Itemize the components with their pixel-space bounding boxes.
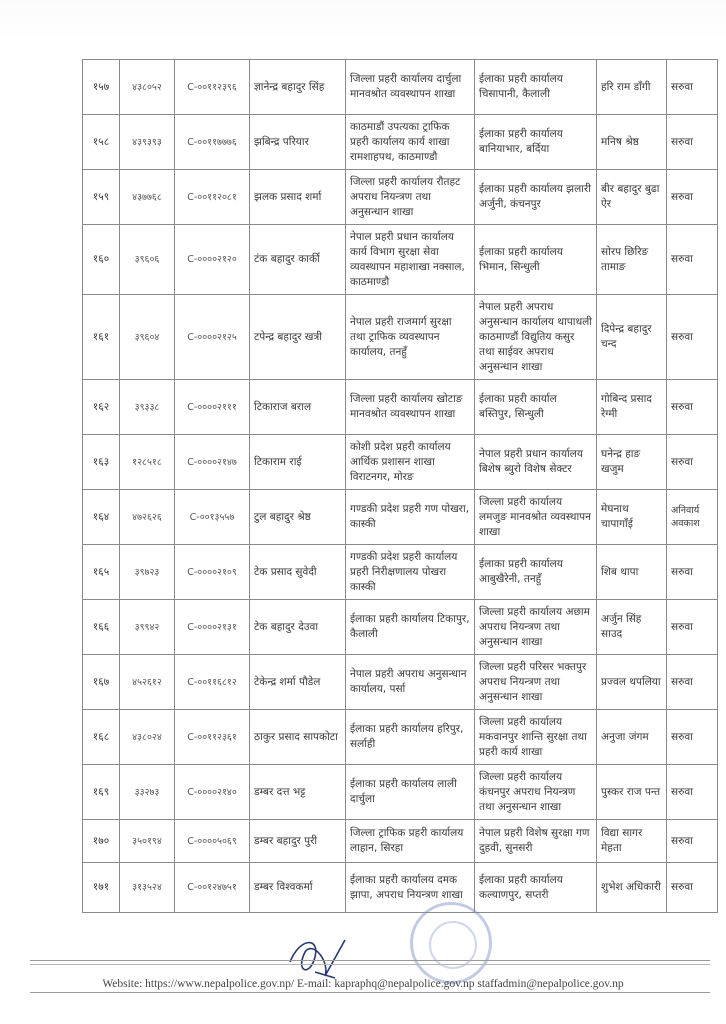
new-office-cell: जिल्ला प्रहरी कार्यालय अछाम अपराध नियन्त्रण तथा अनुसन्धान शाखा — [475, 600, 597, 655]
current-office-cell: जिल्ला प्रहरी कार्यालय रौतहट अपराध नियन्त्रण तथा अनुसन्धान शाखा — [346, 170, 475, 225]
replacement-name-cell: मनिष श्रेष्ठ — [597, 115, 667, 170]
serial-number-cell: १७१ — [83, 863, 120, 913]
new-office-cell: जिल्ला प्रहरी कार्यालय कंचनपुर अपराध नियन्त्रण तथा अनुसन्धान शाखा — [475, 765, 597, 820]
employee-name-cell: टिकाराज बराल — [250, 380, 346, 435]
current-office-cell: ईलाका प्रहरी कार्यालय हरिपुर, सर्लाही — [346, 710, 475, 765]
table-row — [83, 115, 718, 170]
new-office-cell: ईलाका प्रहरी कार्यालय चिसापानी, कैलाली — [475, 60, 597, 115]
table-row — [83, 170, 718, 225]
table-row — [83, 435, 718, 490]
employee-id-cell: १२८५१८ — [120, 435, 175, 490]
status-cell: सरुवा — [667, 115, 718, 170]
replacement-name-cell: प्रज्वल थपलिया — [597, 655, 667, 710]
replacement-name-cell: घनेन्द्र हाङ खजुम — [597, 435, 667, 490]
replacement-name-cell: सोरप छिरिङ तामाङ — [597, 225, 667, 295]
replacement-name-cell: शिब थापा — [597, 545, 667, 600]
current-office-cell: जिल्ला प्रहरी कार्यालय खोटाङ मानवश्रोत व्यवस्थापन शाखा — [346, 380, 475, 435]
serial-number-cell: १६२ — [83, 380, 120, 435]
new-office-cell: नेपाल प्रहरी प्रधान कार्यालय बिशेष ब्युरो विशेष सेक्टर — [475, 435, 597, 490]
employee-name-cell: डम्बर विश्वकर्मा — [250, 863, 346, 913]
current-office-cell: काठमाडौं उपत्यका ट्राफिक प्रहरी कार्यालय कार्य शाखा रामशाहपथ, काठमाण्डौ — [346, 115, 475, 170]
code-number-cell: C-००००२१४० — [175, 765, 250, 820]
employee-id-cell: ३९७२३ — [120, 545, 175, 600]
code-number-cell: C-००००२१२५ — [175, 295, 250, 380]
employee-id-cell: ३१३५२४ — [120, 863, 175, 913]
current-office-cell: गण्डकी प्रदेश प्रहरी गण पोखरा, कास्की — [346, 490, 475, 545]
code-number-cell: C-००११२३९६ — [175, 60, 250, 115]
roster-body — [83, 60, 718, 913]
employee-name-cell: टिकाराम राई — [250, 435, 346, 490]
status-cell: सरुवा — [667, 545, 718, 600]
employee-name-cell: डम्बर दत्त भट्ट — [250, 765, 346, 820]
replacement-name-cell: बीर बहादुर बुढा ऐर — [597, 170, 667, 225]
new-office-cell: ईलाका प्रहरी कार्यालय आबुखैरेनी, तनहुँ — [475, 545, 597, 600]
employee-name-cell: टुल बहादुर श्रेष्ठ — [250, 490, 346, 545]
current-office-cell: जिल्ला प्रहरी कार्यालय दार्चुला मानवश्रोत व्यवस्थापन शाखा — [346, 60, 475, 115]
status-cell: सरुवा — [667, 435, 718, 490]
code-number-cell: C-००११६८१२ — [175, 655, 250, 710]
serial-number-cell: १५९ — [83, 170, 120, 225]
replacement-name-cell: पुस्कर राज पन्त — [597, 765, 667, 820]
new-office-cell: जिल्ला प्रहरी कार्यालय लमजुङ मानवश्रोत व्यवस्थापन शाखा — [475, 490, 597, 545]
serial-number-cell: १६८ — [83, 710, 120, 765]
status-cell: अनिवार्य अवकाश — [667, 490, 718, 545]
employee-id-cell: ३९६०६ — [120, 225, 175, 295]
serial-number-cell: १६३ — [83, 435, 120, 490]
table-row — [83, 820, 718, 863]
serial-number-cell: १५८ — [83, 115, 120, 170]
employee-id-cell: ४३८०२४ — [120, 710, 175, 765]
transfer-roster-table — [82, 59, 718, 913]
employee-name-cell: टंक बहादुर कार्की — [250, 225, 346, 295]
serial-number-cell: १६४ — [83, 490, 120, 545]
serial-number-cell: १७० — [83, 820, 120, 863]
employee-name-cell: डम्बर बहादुर पुरी — [250, 820, 346, 863]
serial-number-cell: १६६ — [83, 600, 120, 655]
new-office-cell: ईलाका प्रहरी कार्यालय भिमान, सिन्धुली — [475, 225, 597, 295]
code-number-cell: C-००००२१४७ — [175, 435, 250, 490]
current-office-cell: नेपाल प्रहरी अपराध अनुसन्धान कार्यालय, पर्सा — [346, 655, 475, 710]
new-office-cell: जिल्ला प्रहरी परिसर भक्तपुर अपराध नियन्त्रण तथा अनुसन्धान शाखा — [475, 655, 597, 710]
employee-name-cell: झबिन्द्र परियार — [250, 115, 346, 170]
employee-id-cell: ३३२७३ — [120, 765, 175, 820]
code-number-cell: C-००००२१३१ — [175, 600, 250, 655]
table-row — [83, 655, 718, 710]
code-number-cell: C-००००५०६९ — [175, 820, 250, 863]
signature-icon — [285, 932, 355, 982]
footer-contact: Website: https://www.nepalpolice.gov.np/ E-mail: kapraphq@nepalpolice.gov.np staffadmin@nepalpolice.gov.np — [102, 978, 624, 990]
new-office-cell: ईलाका प्रहरी कार्यालय बानियाभार, बर्दिया — [475, 115, 597, 170]
current-office-cell: कोशी प्रदेश प्रहरी कार्यालय आर्थिक प्रशासन शाखा विराटनगर, मोरङ — [346, 435, 475, 490]
employee-id-cell: ४३७७६८ — [120, 170, 175, 225]
serial-number-cell: १६० — [83, 225, 120, 295]
employee-id-cell: ४३८०५२ — [120, 60, 175, 115]
status-cell: सरुवा — [667, 295, 718, 380]
employee-id-cell: ३९९४२ — [120, 600, 175, 655]
status-cell: सरुवा — [667, 170, 718, 225]
serial-number-cell: १६१ — [83, 295, 120, 380]
table-row — [83, 295, 718, 380]
code-number-cell: C-००११२३६१ — [175, 710, 250, 765]
status-cell: सरुवा — [667, 863, 718, 913]
status-cell: सरुवा — [667, 820, 718, 863]
employee-name-cell: टेक बहादुर देउवा — [250, 600, 346, 655]
status-cell: सरुवा — [667, 600, 718, 655]
new-office-cell: नेपाल प्रहरी विशेष सुरक्षा गण दुहवी, सुनसरी — [475, 820, 597, 863]
page-header-scan-area — [0, 0, 726, 40]
replacement-name-cell: हरि राम डाँगी — [597, 60, 667, 115]
footer-underline — [30, 992, 710, 993]
replacement-name-cell: अनुजा जंगम — [597, 710, 667, 765]
code-number-cell: C-००००२१२० — [175, 225, 250, 295]
footer-divider — [30, 964, 710, 965]
table-row — [83, 710, 718, 765]
new-office-cell: ईलाका प्रहरी कार्यालय झलारी अर्जुनी, कंचनपुर — [475, 170, 597, 225]
replacement-name-cell: मेघनाथ चापागाँई — [597, 490, 667, 545]
status-cell: सरुवा — [667, 765, 718, 820]
code-number-cell: C-००००२१११ — [175, 380, 250, 435]
status-cell: सरुवा — [667, 655, 718, 710]
official-seal-icon — [410, 902, 492, 984]
status-cell: सरुवा — [667, 710, 718, 765]
serial-number-cell: १५७ — [83, 60, 120, 115]
new-office-cell: ईलाका प्रहरी कार्याल बस्तिपुर, सिन्धुली — [475, 380, 597, 435]
current-office-cell: ईलाका प्रहरी कार्यालय टिकापुर, कैलाली — [346, 600, 475, 655]
current-office-cell: ईलाका प्रहरी कार्यालय लाली दार्चुला — [346, 765, 475, 820]
footer-divider — [30, 960, 710, 961]
table-row — [83, 490, 718, 545]
employee-id-cell: ३९६०४ — [120, 295, 175, 380]
current-office-cell: गण्डकी प्रदेश प्रहरी कार्यालय प्रहरी निरीक्षणालय पोखरा कास्की — [346, 545, 475, 600]
replacement-name-cell: दिपेन्द्र बहादुर चन्द — [597, 295, 667, 380]
employee-id-cell: ४३९३९३ — [120, 115, 175, 170]
current-office-cell: नेपाल प्रहरी राजमार्ग सुरक्षा तथा ट्राफिक व्यवस्थापन कार्यालय, तनहुँ — [346, 295, 475, 380]
serial-number-cell: १६५ — [83, 545, 120, 600]
table-row — [83, 863, 718, 913]
code-number-cell: C-००००२१०९ — [175, 545, 250, 600]
table-row — [83, 380, 718, 435]
table-row — [83, 545, 718, 600]
code-number-cell: C-००१३५५७ — [175, 490, 250, 545]
code-number-cell: C-००१२४७५१ — [175, 863, 250, 913]
employee-name-cell: ज्ञानेन्द्र बहादुर सिंह — [250, 60, 346, 115]
current-office-cell: ईलाका प्रहरी कार्यालय दमक झापा, अपराध नियन्त्रण शाखा — [346, 863, 475, 913]
replacement-name-cell: विद्या सागर मेहता — [597, 820, 667, 863]
employee-name-cell: झलक प्रसाद शर्मा — [250, 170, 346, 225]
new-office-cell: नेपाल प्रहरी अपराध अनुसन्धान कार्यालय थापाथली काठमाण्डौं विद्युतिय कसुर तथा साईवर अपराध अनुसन्धान शाखा — [475, 295, 597, 380]
employee-name-cell: टेकेन्द्र शर्मा पौडेल — [250, 655, 346, 710]
employee-name-cell: टपेन्द्र बहादुर खत्री — [250, 295, 346, 380]
serial-number-cell: १६७ — [83, 655, 120, 710]
employee-name-cell: ठाकुर प्रसाद सापकोटा — [250, 710, 346, 765]
new-office-cell: जिल्ला प्रहरी कार्यालय मकवानपुर शान्ति सुरक्षा तथा प्रहरी कार्य शाखा — [475, 710, 597, 765]
status-cell: सरुवा — [667, 60, 718, 115]
new-office-cell: ईलाका प्रहरी कार्यालय कल्याणपुर, सप्तरी — [475, 863, 597, 913]
table-row — [83, 225, 718, 295]
employee-id-cell: ३५०१९४ — [120, 820, 175, 863]
status-cell: सरुवा — [667, 380, 718, 435]
replacement-name-cell: गोबिन्द प्रसाद रेग्मी — [597, 380, 667, 435]
current-office-cell: नेपाल प्रहरी प्रधान कार्यालय कार्य विभाग सुरक्षा सेवा व्यवस्थापन महाशाखा नक्साल, काठमाण्डौ — [346, 225, 475, 295]
code-number-cell: C-००११२०८१ — [175, 170, 250, 225]
employee-name-cell: टेक प्रसाद सुवेदी — [250, 545, 346, 600]
code-number-cell: C-००११७७७६ — [175, 115, 250, 170]
table-row — [83, 600, 718, 655]
status-cell: सरुवा — [667, 225, 718, 295]
table-row — [83, 60, 718, 115]
employee-id-cell: ४७२६२६ — [120, 490, 175, 545]
table-row — [83, 765, 718, 820]
replacement-name-cell: शुभेश अधिकारी — [597, 863, 667, 913]
serial-number-cell: १६९ — [83, 765, 120, 820]
employee-id-cell: ३९३३८ — [120, 380, 175, 435]
replacement-name-cell: अर्जुन सिंह साउद — [597, 600, 667, 655]
current-office-cell: जिल्ला ट्राफिक प्रहरी कार्यालय लाहान, सिरहा — [346, 820, 475, 863]
employee-id-cell: ४५२६१२ — [120, 655, 175, 710]
